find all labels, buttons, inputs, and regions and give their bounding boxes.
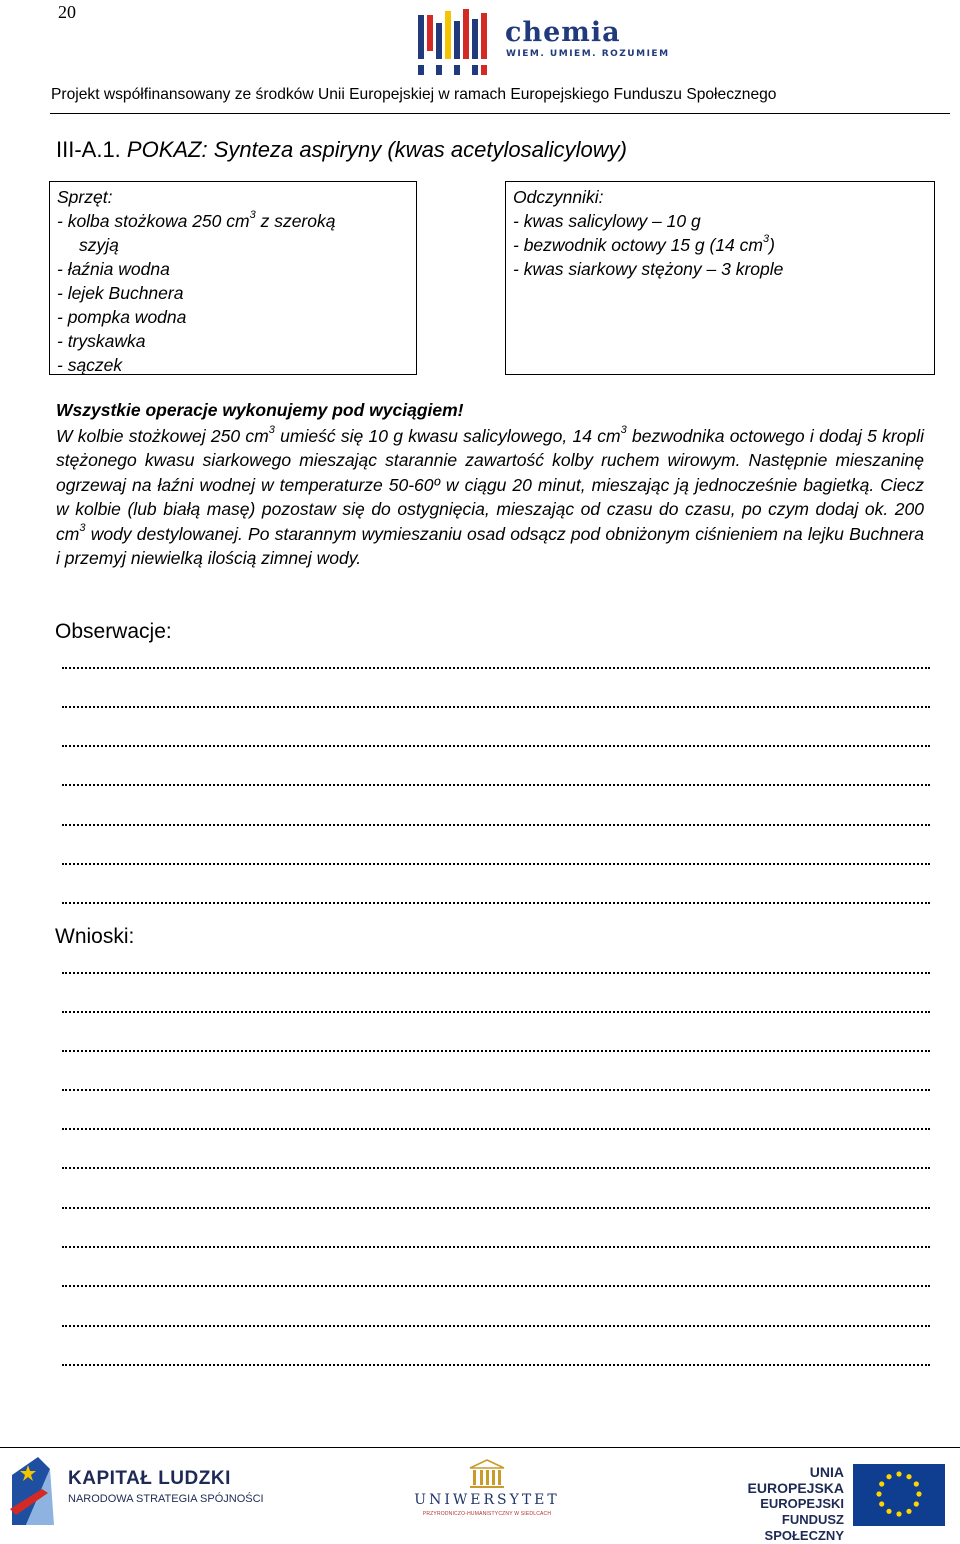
section-code: III-A.1. [56, 137, 121, 162]
university-building-icon [468, 1459, 506, 1489]
eu-flag-icon [853, 1464, 945, 1526]
equipment-box [49, 181, 417, 375]
chemia-logo-tagline: WIEM. UMIEM. ROZUMIEM [506, 49, 670, 59]
reagents-heading: Odczynniki: [513, 187, 604, 207]
conclusions-line [62, 1011, 930, 1013]
equipment-item: szyją [79, 235, 119, 255]
section-title-text: POKAZ: Synteza aspiryny (kwas acetylosalicylowy) [126, 137, 627, 162]
observations-label: Obserwacje: [55, 620, 172, 643]
reagent-item: - bezwodnik octowy 15 g (14 $cm^3$) [513, 233, 775, 255]
observations-line [62, 824, 930, 826]
kapital-ludzki-logo [8, 1455, 264, 1527]
university-name: UNIWERSYTET [414, 1492, 560, 1508]
eu-line-2: EUROPEJSKI [760, 1496, 844, 1511]
reagent-item: - kwas salicylowy – 10 g [513, 211, 701, 231]
conclusions-line [62, 1207, 930, 1209]
observations-line [62, 745, 930, 747]
eu-line-3: FUNDUSZ SPOŁECZNY [764, 1512, 844, 1543]
reagent-item: - kwas siarkowy stężony – 3 krople [513, 259, 784, 279]
conclusions-line [62, 1128, 930, 1130]
equipment-item: - pompka wodna [57, 307, 187, 327]
fume-hood-warning: Wszystkie operacje wykonujemy pod wyciągiem! [56, 400, 464, 420]
chemia-logo-bars-icon [418, 5, 496, 77]
conclusions-line [62, 972, 930, 974]
chemia-logo [418, 5, 670, 77]
conclusions-line [62, 1246, 930, 1248]
conclusions-line [62, 1050, 930, 1052]
conclusions-line [62, 1089, 930, 1091]
university-subtitle: PRZYRODNICZO-HUMANISTYCZNY W SIEDLCACH [422, 1511, 552, 1517]
equipment-item: - lejek Buchnera [57, 283, 184, 303]
kapital-ludzki-title: KAPITAŁ LUDZKI [68, 1468, 231, 1489]
observations-line [62, 706, 930, 708]
observations-line [62, 667, 930, 669]
conclusions-line [62, 1285, 930, 1287]
conclusions-line [62, 1167, 930, 1169]
equipment-item: - tryskawka [57, 331, 146, 351]
eu-line-1: UNIA EUROPEJSKA [747, 1464, 844, 1496]
kapital-ludzki-emblem-icon [8, 1455, 58, 1527]
conclusions-line [62, 1364, 930, 1366]
equipment-item: - sączek [57, 355, 123, 375]
observations-line [62, 863, 930, 865]
chemia-logo-brand: chemia [505, 17, 621, 48]
page-number: 20 [58, 2, 76, 22]
kapital-ludzki-subtitle: NARODOWA STRATEGIA SPÓJNOŚCI [68, 1493, 264, 1505]
equipment-item: - kolba stożkowa 250 $cm^3$ z szeroką [57, 209, 336, 231]
university-logo [412, 1459, 562, 1529]
conclusions-line [62, 1325, 930, 1327]
section-title [56, 137, 627, 163]
equipment-item: - łaźnia wodna [57, 259, 170, 279]
observations-line [62, 784, 930, 786]
procedure-paragraph: W kolbie stożkowej 250 $cm^3$ umieść się 10 g kwasu salicylowego, 14 $cm^3$ bezwodnika octowego i dodaj 5 kropli stężonego kwasu siarkowego mieszając starannie zawartość kolby ruchem wirowym. Następnie mieszaninę ogrzewaj na łaźni wodnej w temperaturze 50-60º w ciągu 20 minut, mieszając ją jednocześnie bagietką. Ciecz w kolbie (lub białą masę) pozostaw się do ostygnięcia, mieszając od czasu do czasu, po czym dodaj ok. 200 $cm^3$ wody destylowanej. Po starannym wymieszaniu osad odsącz pod obniżonym ciśnieniem na lejku Buchnera i przemyj niewielką ilością zimnej wody. [56, 424, 925, 569]
equipment-heading: Sprzęt: [57, 187, 113, 207]
reagents-box [505, 181, 935, 375]
conclusions-label: Wnioski: [55, 925, 135, 948]
header-divider [50, 113, 950, 114]
footer-divider [0, 1447, 960, 1448]
observations-line [62, 902, 930, 904]
project-funding-line: Projekt współfinansowany ze środków Unii Europejskiej w ramach Europejskiego Funduszu Społecznego [51, 86, 777, 103]
eu-logo [714, 1464, 954, 1543]
